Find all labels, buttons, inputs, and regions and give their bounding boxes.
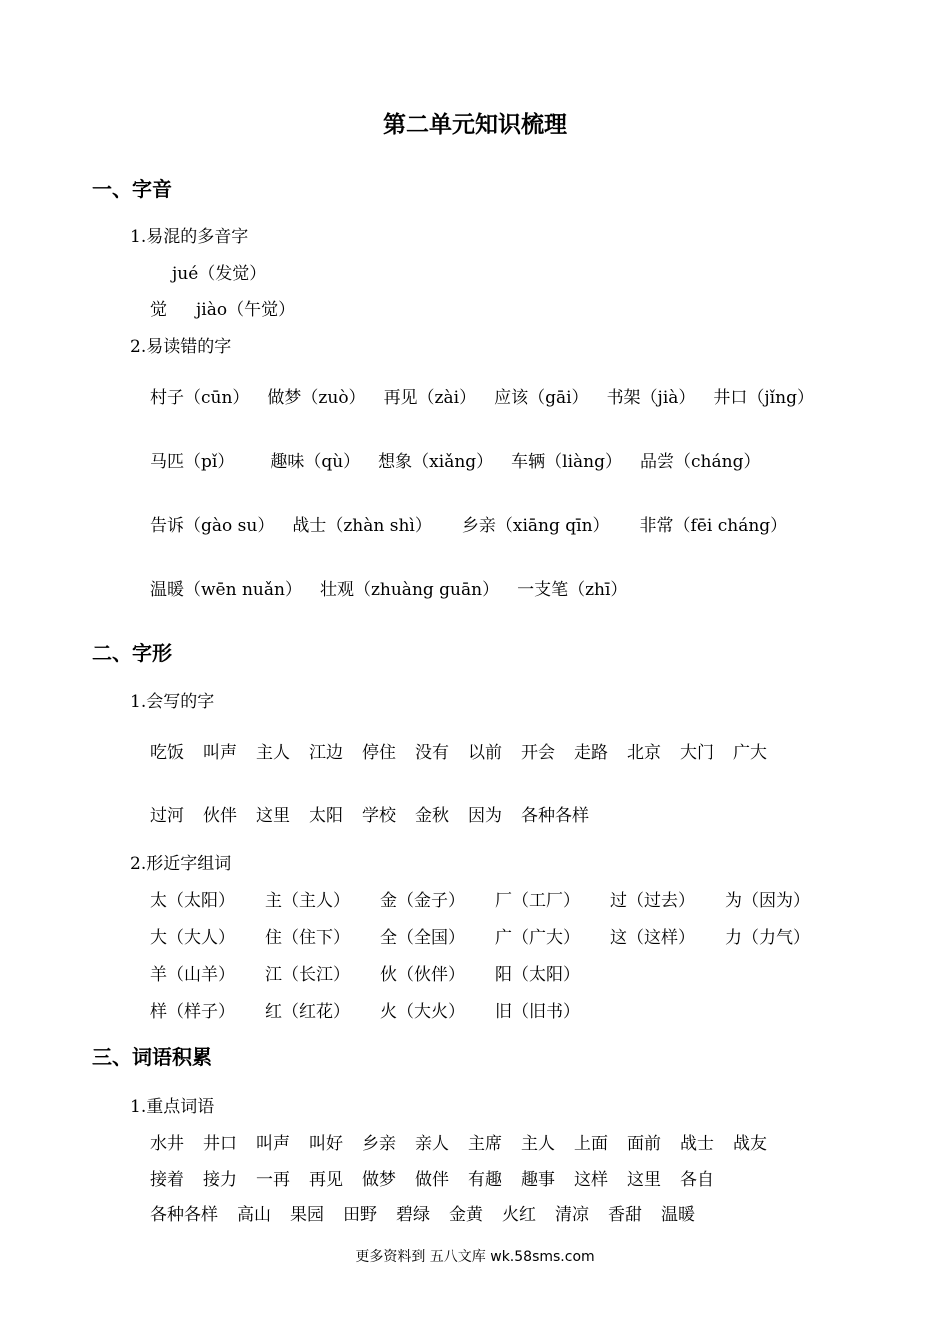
key-word: 叫声 — [256, 1134, 290, 1154]
polyphonic-reading-b: jiào（午觉） — [196, 300, 296, 320]
polyphonic-reading-a: jué（发觉） — [172, 264, 267, 284]
misread-item: 车辆（liàng） — [511, 452, 623, 472]
key-word: 各种各样 — [150, 1205, 218, 1225]
subheading-writing: 1.会写的字 — [130, 692, 215, 712]
key-word: 接着 — [150, 1170, 184, 1190]
writing-word: 因为 — [468, 806, 502, 826]
writing-word: 学校 — [362, 806, 396, 826]
key-word: 叫好 — [309, 1134, 343, 1154]
similar-item: 火（大火） — [380, 1002, 465, 1022]
writing-word: 太阳 — [309, 806, 343, 826]
misread-item: 温暖（wēn nuǎn） — [150, 580, 302, 600]
misread-row-3 — [150, 511, 805, 536]
key-word: 做伴 — [415, 1170, 449, 1190]
similar-item: 阳（太阳） — [495, 965, 580, 985]
writing-word: 江边 — [309, 743, 343, 763]
key-word: 碧绿 — [396, 1205, 430, 1225]
key-word: 各自 — [680, 1170, 714, 1190]
writing-row-2 — [150, 801, 608, 826]
similar-chars-grid — [150, 886, 840, 1022]
key-word: 主人 — [521, 1134, 555, 1154]
writing-word: 伙伴 — [203, 806, 237, 826]
key-words-row-2 — [150, 1165, 733, 1190]
key-word: 趣事 — [521, 1170, 555, 1190]
page-title: 第二单元知识梳理 — [383, 112, 567, 138]
similar-item: 样（样子） — [150, 1002, 235, 1022]
key-word: 上面 — [574, 1134, 608, 1154]
writing-word: 金秋 — [415, 806, 449, 826]
misread-row-1 — [150, 383, 832, 408]
writing-word: 叫声 — [203, 743, 237, 763]
writing-word: 主人 — [256, 743, 290, 763]
key-word: 战友 — [733, 1134, 767, 1154]
misread-item: 想象（xiǎng） — [378, 452, 494, 472]
misread-item: 再见（zài） — [383, 388, 477, 408]
misread-row-4 — [150, 575, 645, 600]
similar-item: 广（广大） — [495, 928, 580, 948]
similar-item: 太（太阳） — [150, 891, 235, 911]
similar-item: 这（这样） — [610, 928, 695, 948]
misread-item: 乡亲（xiāng qīn） — [461, 516, 610, 536]
key-word: 果园 — [290, 1205, 324, 1225]
section-heading-pronunciation: 一、字音 — [92, 177, 172, 201]
similar-item: 全（全国） — [380, 928, 465, 948]
similar-item: 主（主人） — [265, 891, 350, 911]
writing-word: 吃饭 — [150, 743, 184, 763]
key-word: 井口 — [203, 1134, 237, 1154]
writing-word: 开会 — [521, 743, 555, 763]
writing-word: 广大 — [733, 743, 767, 763]
writing-word: 停住 — [362, 743, 396, 763]
writing-word: 各种各样 — [521, 806, 589, 826]
similar-item: 厂（工厂） — [495, 891, 580, 911]
misread-item: 村子（cūn） — [150, 388, 250, 408]
similar-item: 羊（山羊） — [150, 965, 235, 985]
similar-item: 住（住下） — [265, 928, 350, 948]
key-word: 这里 — [627, 1170, 661, 1190]
key-word: 水井 — [150, 1134, 184, 1154]
misread-item: 壮观（zhuàng guān） — [319, 580, 500, 600]
misread-item: 做梦（zuò） — [267, 388, 366, 408]
misread-item: 趣味（qù） — [270, 452, 361, 472]
subheading-key-words: 1.重点词语 — [130, 1097, 215, 1117]
writing-row-1 — [150, 738, 786, 763]
key-word: 再见 — [309, 1170, 343, 1190]
subheading-misread: 2.易读错的字 — [130, 337, 232, 357]
key-word: 清凉 — [555, 1205, 589, 1225]
misread-item: 战士（zhàn shì） — [292, 516, 432, 536]
similar-item: 为（因为） — [725, 891, 810, 911]
key-words-row-3 — [150, 1200, 714, 1225]
similar-item: 力（力气） — [725, 928, 810, 948]
writing-word: 走路 — [574, 743, 608, 763]
writing-word: 过河 — [150, 806, 184, 826]
misread-item: 应该（gāi） — [494, 388, 589, 408]
key-word: 这样 — [574, 1170, 608, 1190]
key-words-row-1 — [150, 1129, 786, 1154]
misread-item: 马匹（pǐ） — [150, 452, 235, 472]
key-word: 接力 — [203, 1170, 237, 1190]
similar-item: 江（长江） — [265, 965, 350, 985]
similar-item: 旧（旧书） — [495, 1002, 580, 1022]
section-heading-character-form: 二、字形 — [92, 641, 172, 665]
polyphonic-char: 觉 — [150, 300, 167, 320]
section-heading-vocabulary: 三、词语积累 — [92, 1045, 212, 1069]
misread-item: 一支笔（zhī） — [517, 580, 628, 600]
key-word: 温暖 — [661, 1205, 695, 1225]
key-word: 做梦 — [362, 1170, 396, 1190]
writing-word: 大门 — [680, 743, 714, 763]
key-word: 战士 — [680, 1134, 714, 1154]
key-word: 火红 — [502, 1205, 536, 1225]
subheading-polyphonic: 1.易混的多音字 — [130, 227, 249, 247]
key-word: 乡亲 — [362, 1134, 396, 1154]
misread-row-2 — [150, 447, 778, 472]
key-word: 一再 — [256, 1170, 290, 1190]
similar-item: 过（过去） — [610, 891, 695, 911]
key-word: 高山 — [237, 1205, 271, 1225]
key-word: 主席 — [468, 1134, 502, 1154]
misread-item: 井口（jǐng） — [713, 388, 814, 408]
similar-item: 红（红花） — [265, 1002, 350, 1022]
key-word: 田野 — [343, 1205, 377, 1225]
similar-item: 大（大人） — [150, 928, 235, 948]
misread-item: 非常（fēi cháng） — [639, 516, 788, 536]
subheading-similar-chars: 2.形近字组词 — [130, 854, 232, 874]
similar-item: 伙（伙伴） — [380, 965, 465, 985]
key-word: 有趣 — [468, 1170, 502, 1190]
writing-word: 北京 — [627, 743, 661, 763]
misread-item: 品尝（cháng） — [640, 452, 761, 472]
footer-source-link[interactable]: 更多资料到 五八文库 wk.58sms.com — [355, 1249, 595, 1265]
writing-word: 这里 — [256, 806, 290, 826]
writing-word: 以前 — [468, 743, 502, 763]
misread-item: 书架（jià） — [606, 388, 696, 408]
key-word: 面前 — [627, 1134, 661, 1154]
key-word: 金黄 — [449, 1205, 483, 1225]
similar-item: 金（金子） — [380, 891, 465, 911]
misread-item: 告诉（gào su） — [150, 516, 275, 536]
key-word: 亲人 — [415, 1134, 449, 1154]
key-word: 香甜 — [608, 1205, 642, 1225]
writing-word: 没有 — [415, 743, 449, 763]
